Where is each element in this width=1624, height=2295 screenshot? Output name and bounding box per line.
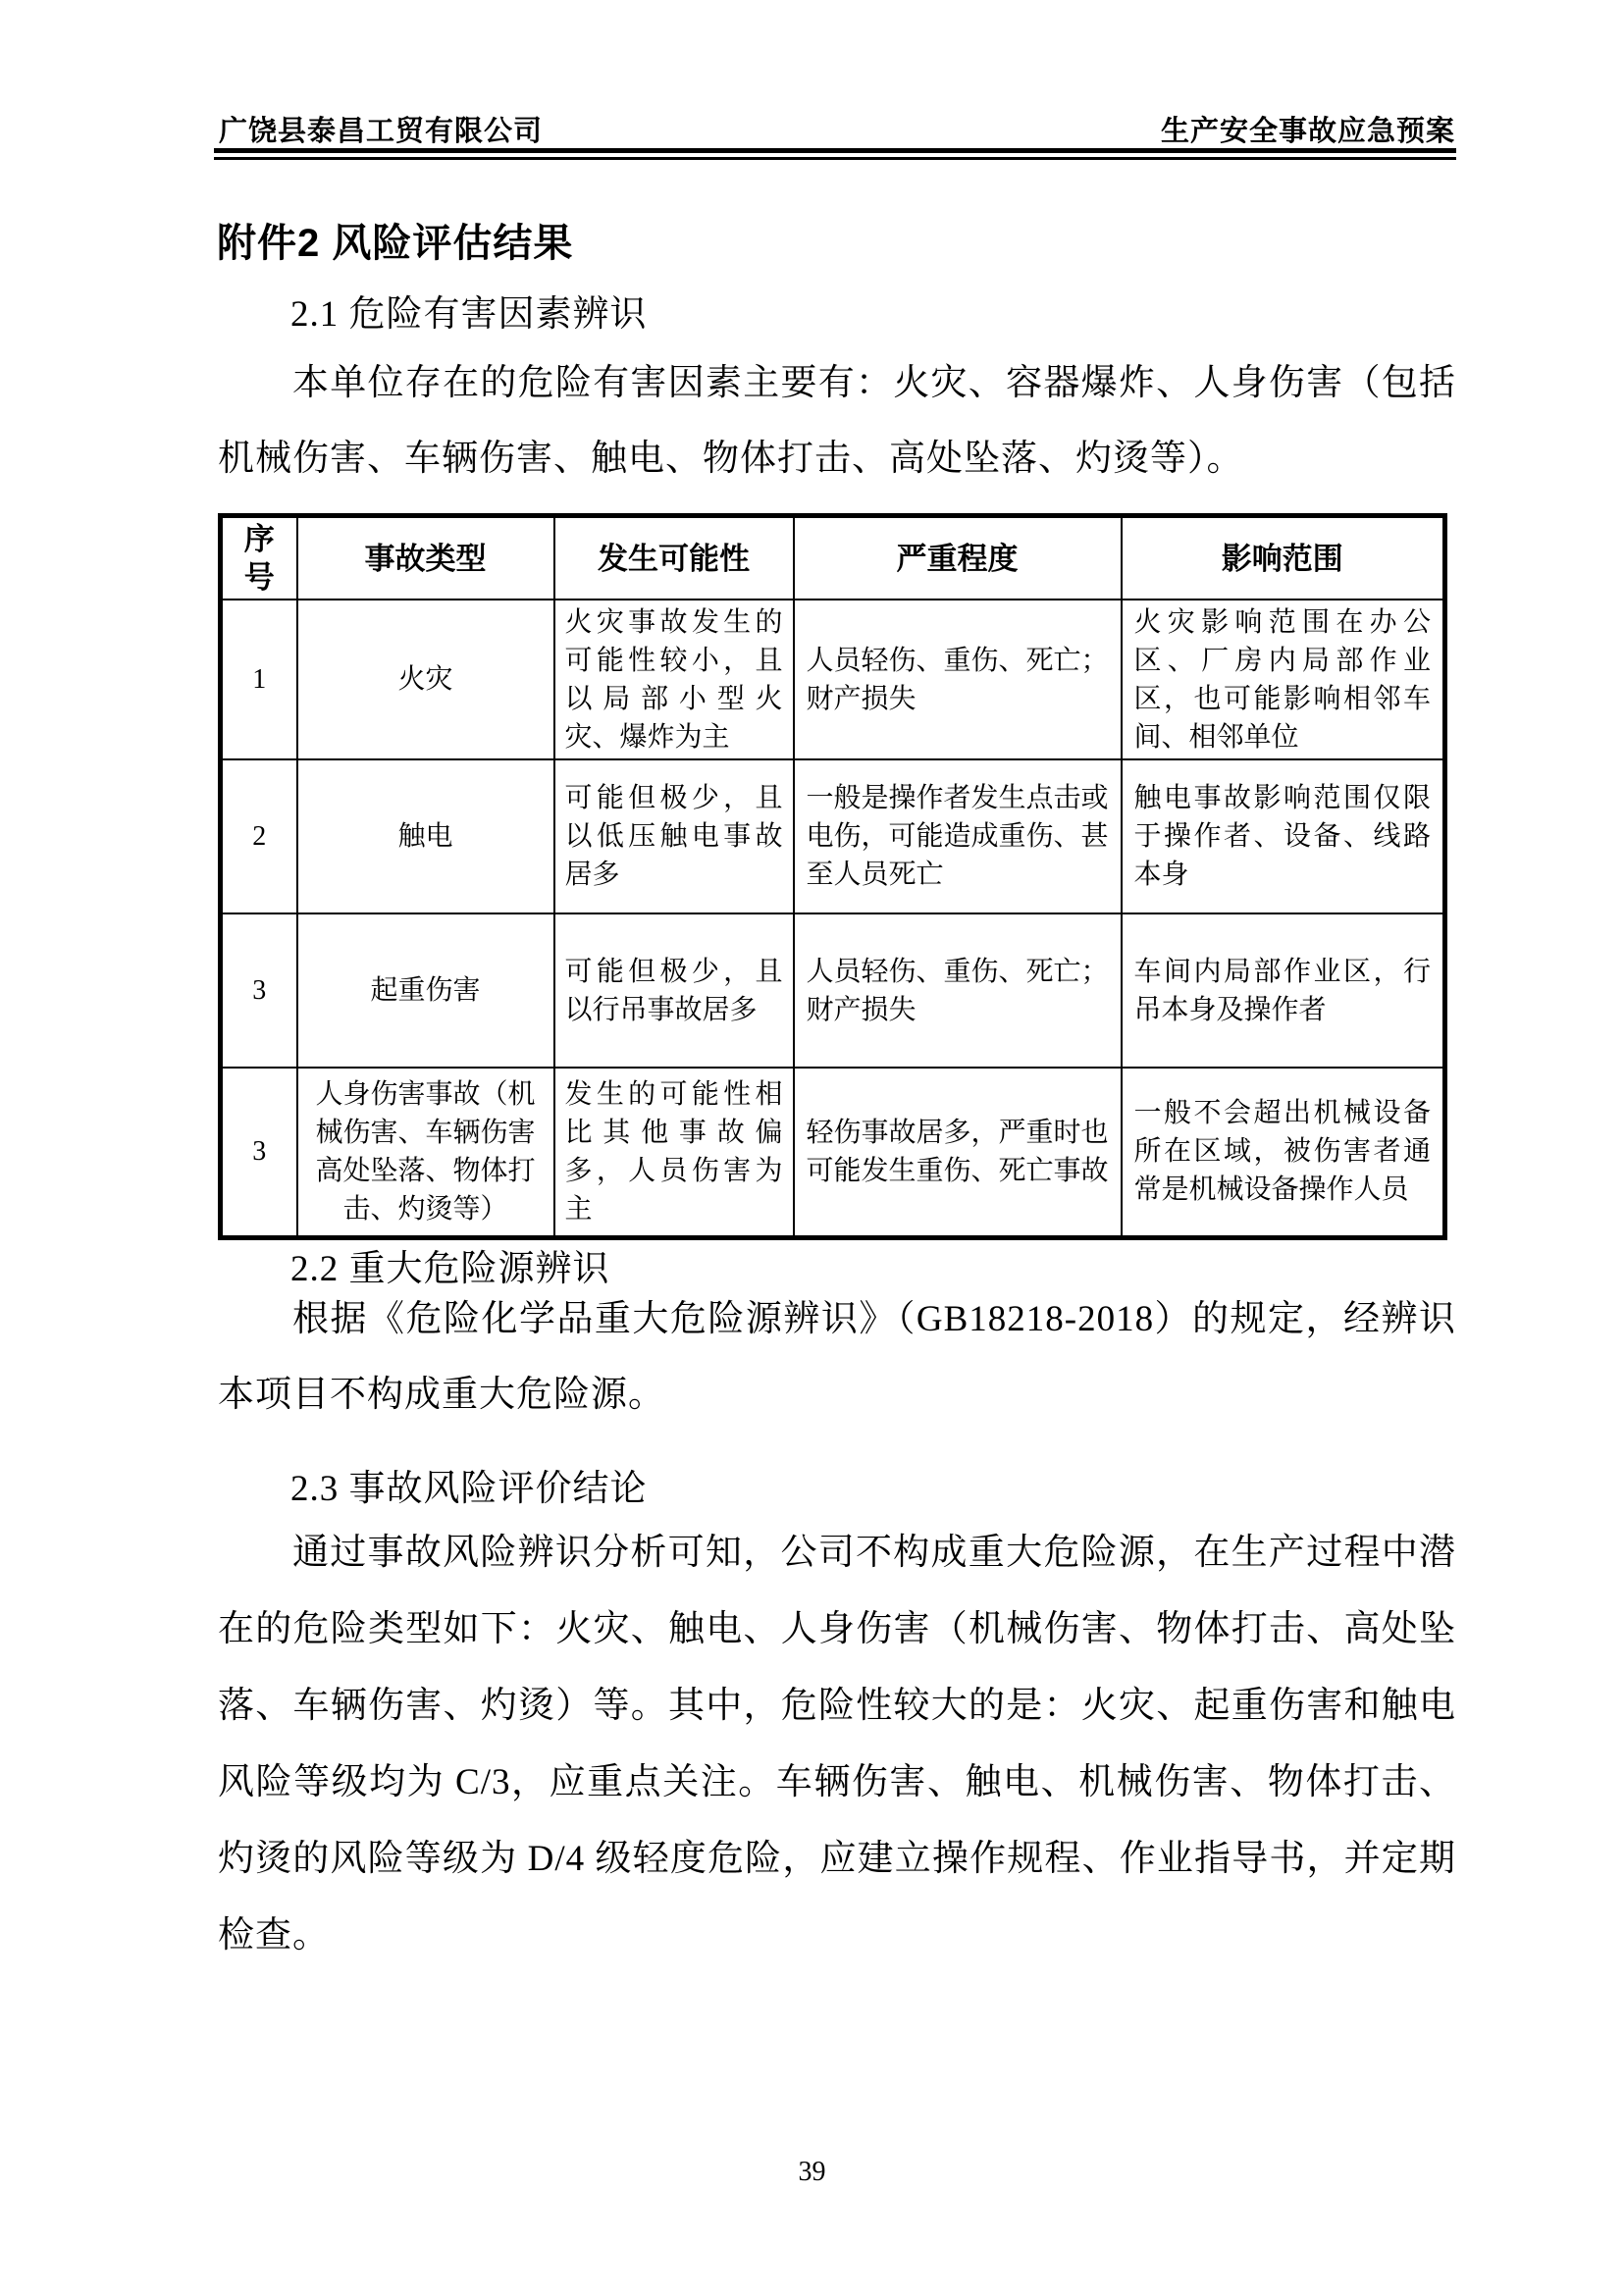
table-cell-likelihood: 火灾事故发生的可能性较小，且以局部小型火灾、爆炸为主 xyxy=(554,600,794,759)
table-row xyxy=(221,759,1445,913)
header-doc-title: 生产安全事故应急预案 xyxy=(1160,116,1455,147)
section-2-2-paragraph: 根据《危险化学品重大危险源辨识》（GB18218-2018）的规定，经辨识本项目不构成重大危险源。 xyxy=(218,1299,1456,1415)
header-cell-severity: 严重程度 xyxy=(794,516,1122,600)
table-cell-severity: 一般是操作者发生点击或电伤，可能造成重伤、甚至人员死亡 xyxy=(794,759,1122,913)
page-number: 39 xyxy=(798,2157,826,2187)
table-cell-no: 1 xyxy=(221,600,297,759)
table-cell-severity: 轻伤事故居多，严重时也可能发生重伤、死亡事故 xyxy=(794,1068,1122,1237)
header-cell-type: 事故类型 xyxy=(297,516,554,600)
section-2-1-paragraph: 本单位存在的危险有害因素主要有：火灾、容器爆炸、人身伤害（包括机械伤害、车辆伤害、触电、物体打击、高处坠落、灼烫等）。 xyxy=(218,363,1456,479)
section-2-2-heading: 2.2 重大危险源辨识 xyxy=(290,1249,610,1289)
table-cell-type: 火灾 xyxy=(297,600,554,759)
header-cell-no: 序号 xyxy=(221,516,297,600)
table-cell-type: 起重伤害 xyxy=(297,913,554,1068)
table-cell-type: 人身伤害事故（机械伤害、车辆伤害高处坠落、物体打击、灼烫等） xyxy=(297,1068,554,1237)
table-cell-type: 触电 xyxy=(297,759,554,913)
attachment-title: 附件2 风险评估结果 xyxy=(217,222,574,265)
table-cell-severity: 人员轻伤、重伤、死亡；财产损失 xyxy=(794,913,1122,1068)
table-cell-no: 2 xyxy=(221,759,297,913)
header-cell-likelihood: 发生可能性 xyxy=(554,516,794,600)
table-cell-scope: 车间内局部作业区，行吊本身及操作者 xyxy=(1122,913,1445,1068)
table-row xyxy=(221,600,1445,759)
table-cell-no: 3 xyxy=(221,1068,297,1237)
table-cell-likelihood: 可能但极少，且以低压触电事故居多 xyxy=(554,759,794,913)
section-2-3-heading: 2.3 事故风险评价结论 xyxy=(290,1469,648,1509)
table-header-row xyxy=(221,516,1445,600)
risk-assessment-table xyxy=(218,513,1447,1240)
header-rule xyxy=(214,148,1456,160)
table-cell-likelihood: 发生的可能性相比其他事故偏多，人员伤害为主 xyxy=(554,1068,794,1237)
table-cell-scope: 一般不会超出机械设备所在区域，被伤害者通常是机械设备操作人员 xyxy=(1122,1068,1445,1237)
section-2-1-heading: 2.1 危险有害因素辨识 xyxy=(290,294,648,335)
table-cell-severity: 人员轻伤、重伤、死亡；财产损失 xyxy=(794,600,1122,759)
table-cell-scope: 触电事故影响范围仅限于操作者、设备、线路本身 xyxy=(1122,759,1445,913)
section-2-3-paragraph: 通过事故风险辨识分析可知，公司不构成重大危险源，在生产过程中潜在的危险类型如下：火灾、触电、人身伤害（机械伤害、物体打击、高处坠落、车辆伤害、灼烫）等。其中，危险性较大的是：火灾、起重伤害和触电风险等级均为 C/3，应重点关注。车辆伤害、触电、机械伤害、物体打击、灼烫的风险等级为 D/4 级轻度危险，应建立操作规程、作业指导书，并定期检查。 xyxy=(218,1533,1456,1956)
table-cell-likelihood: 可能但极少，且以行吊事故居多 xyxy=(554,913,794,1068)
table-cell-no: 3 xyxy=(221,913,297,1068)
table-row xyxy=(221,1068,1445,1237)
table-row xyxy=(221,913,1445,1068)
header-cell-scope: 影响范围 xyxy=(1122,516,1445,600)
header-company: 广饶县泰昌工贸有限公司 xyxy=(219,116,544,147)
table-cell-scope: 火灾影响范围在办公区、厂房内局部作业区，也可能影响相邻车间、相邻单位 xyxy=(1122,600,1445,759)
